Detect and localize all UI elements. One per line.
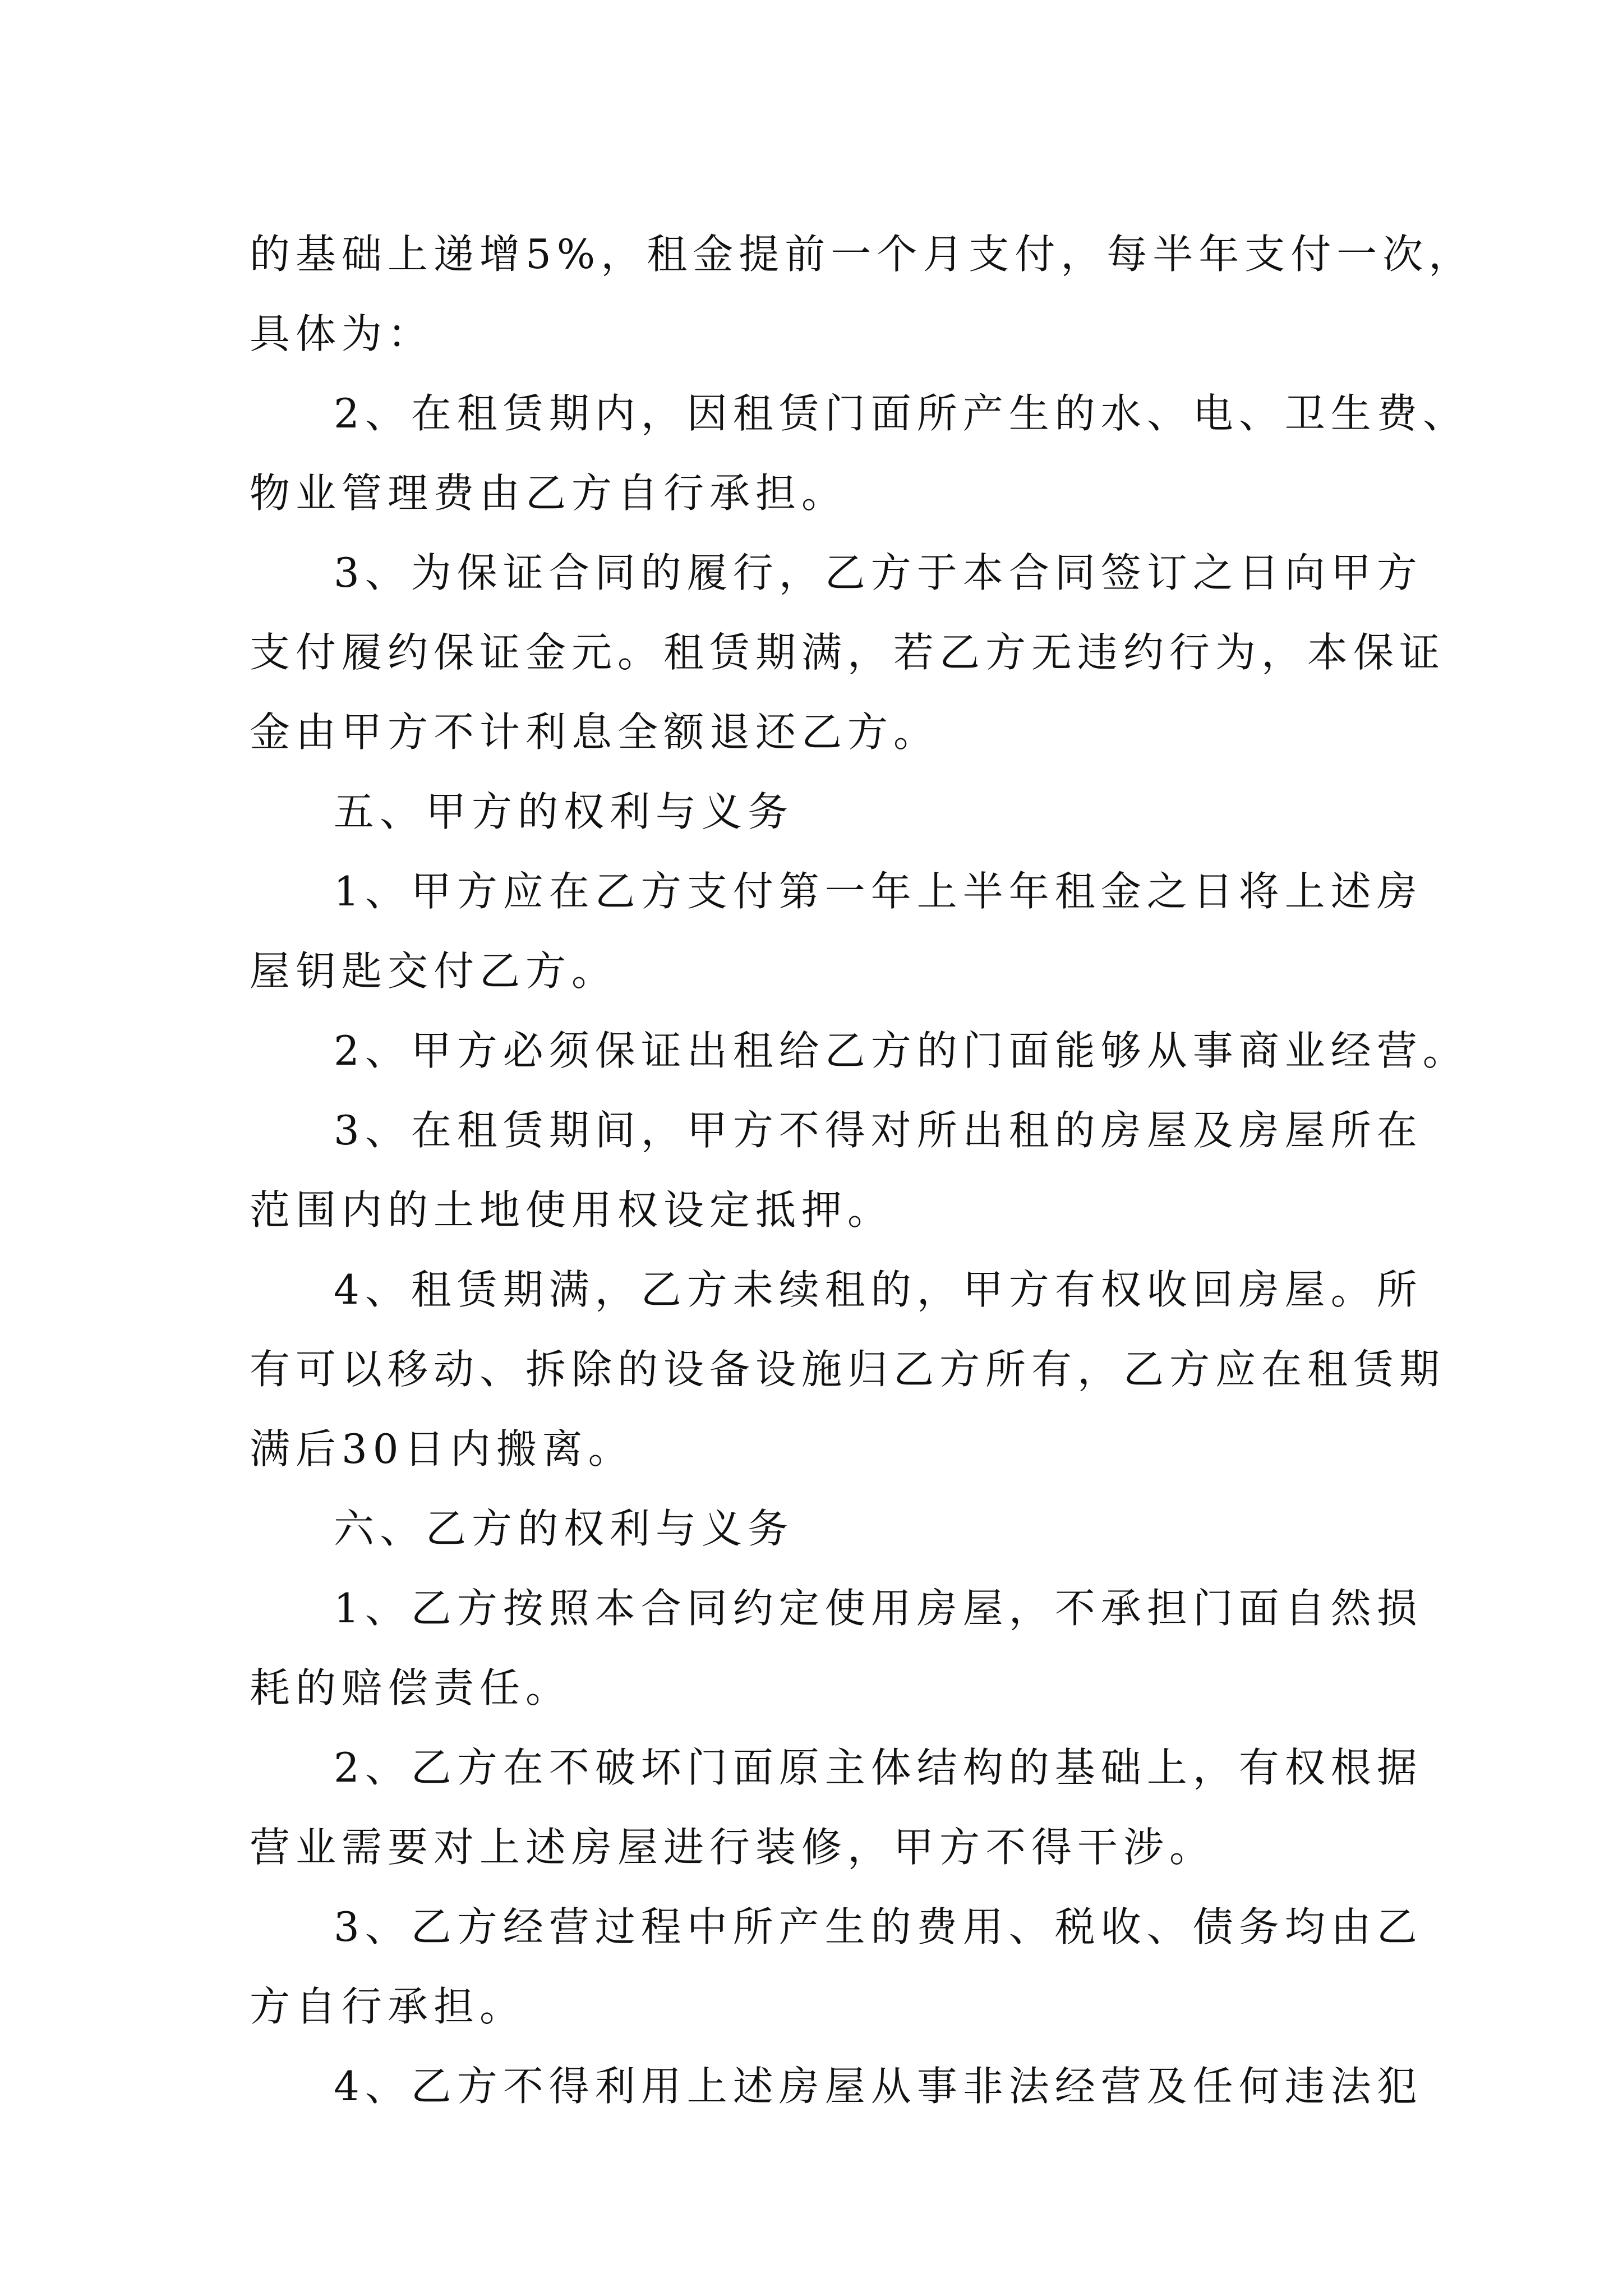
- text-line: 金由甲方不计利息全额退还乙方。: [250, 708, 940, 756]
- text-line: 4、乙方不得利用上述房屋从事非法经营及任何违法犯: [334, 2063, 1423, 2110]
- text-line: 方自行承担。: [250, 1983, 526, 2030]
- text-line: 范围内的土地使用权设定抵押。: [250, 1186, 894, 1234]
- text-line: 1、甲方应在乙方支付第一年上半年租金之日将上述房: [334, 868, 1423, 915]
- text-line: 有可以移动、拆除的设备设施归乙方所有，乙方应在租赁期: [250, 1346, 1446, 1393]
- text-line: 3、在租赁期间，甲方不得对所出租的房屋及房屋所在: [334, 1107, 1423, 1154]
- text-line: 4、租赁期满，乙方未续租的，甲方有权收回房屋。所: [334, 1266, 1423, 1313]
- text-line: 满后30日内搬离。: [250, 1425, 634, 1473]
- text-line: 2、甲方必须保证出租给乙方的门面能够从事商业经营。: [334, 1027, 1469, 1074]
- text-line: 1、乙方按照本合同约定使用房屋，不承担门面自然损: [334, 1585, 1423, 1632]
- text-line: 2、在租赁期内，因租赁门面所产生的水、电、卫生费、: [334, 390, 1469, 437]
- text-line: 耗的赔偿责任。: [250, 1664, 572, 1711]
- text-line: 六、乙方的权利与义务: [334, 1505, 794, 1552]
- text-line: 3、为保证合同的履行，乙方于本合同签订之日向甲方: [334, 549, 1423, 596]
- text-line: 五、甲方的权利与义务: [334, 788, 794, 835]
- text-line: 3、乙方经营过程中所产生的费用、税收、债务均由乙: [334, 1903, 1423, 1950]
- text-line: 物业管理费由乙方自行承担。: [250, 470, 848, 517]
- text-line: 支付履约保证金元。租赁期满，若乙方无违约行为，本保证: [250, 629, 1446, 676]
- document-body: [250, 214, 1475, 2126]
- text-line: 具体为：: [250, 310, 434, 357]
- text-line: 2、乙方在不破坏门面原主体结构的基础上，有权根据: [334, 1744, 1423, 1791]
- text-line: 营业需要对上述房屋进行装修，甲方不得干涉。: [250, 1824, 1216, 1871]
- text-line: 屋钥匙交付乙方。: [250, 947, 618, 995]
- text-line: 的基础上递增5%，租金提前一个月支付，每半年支付一次，: [250, 231, 1475, 278]
